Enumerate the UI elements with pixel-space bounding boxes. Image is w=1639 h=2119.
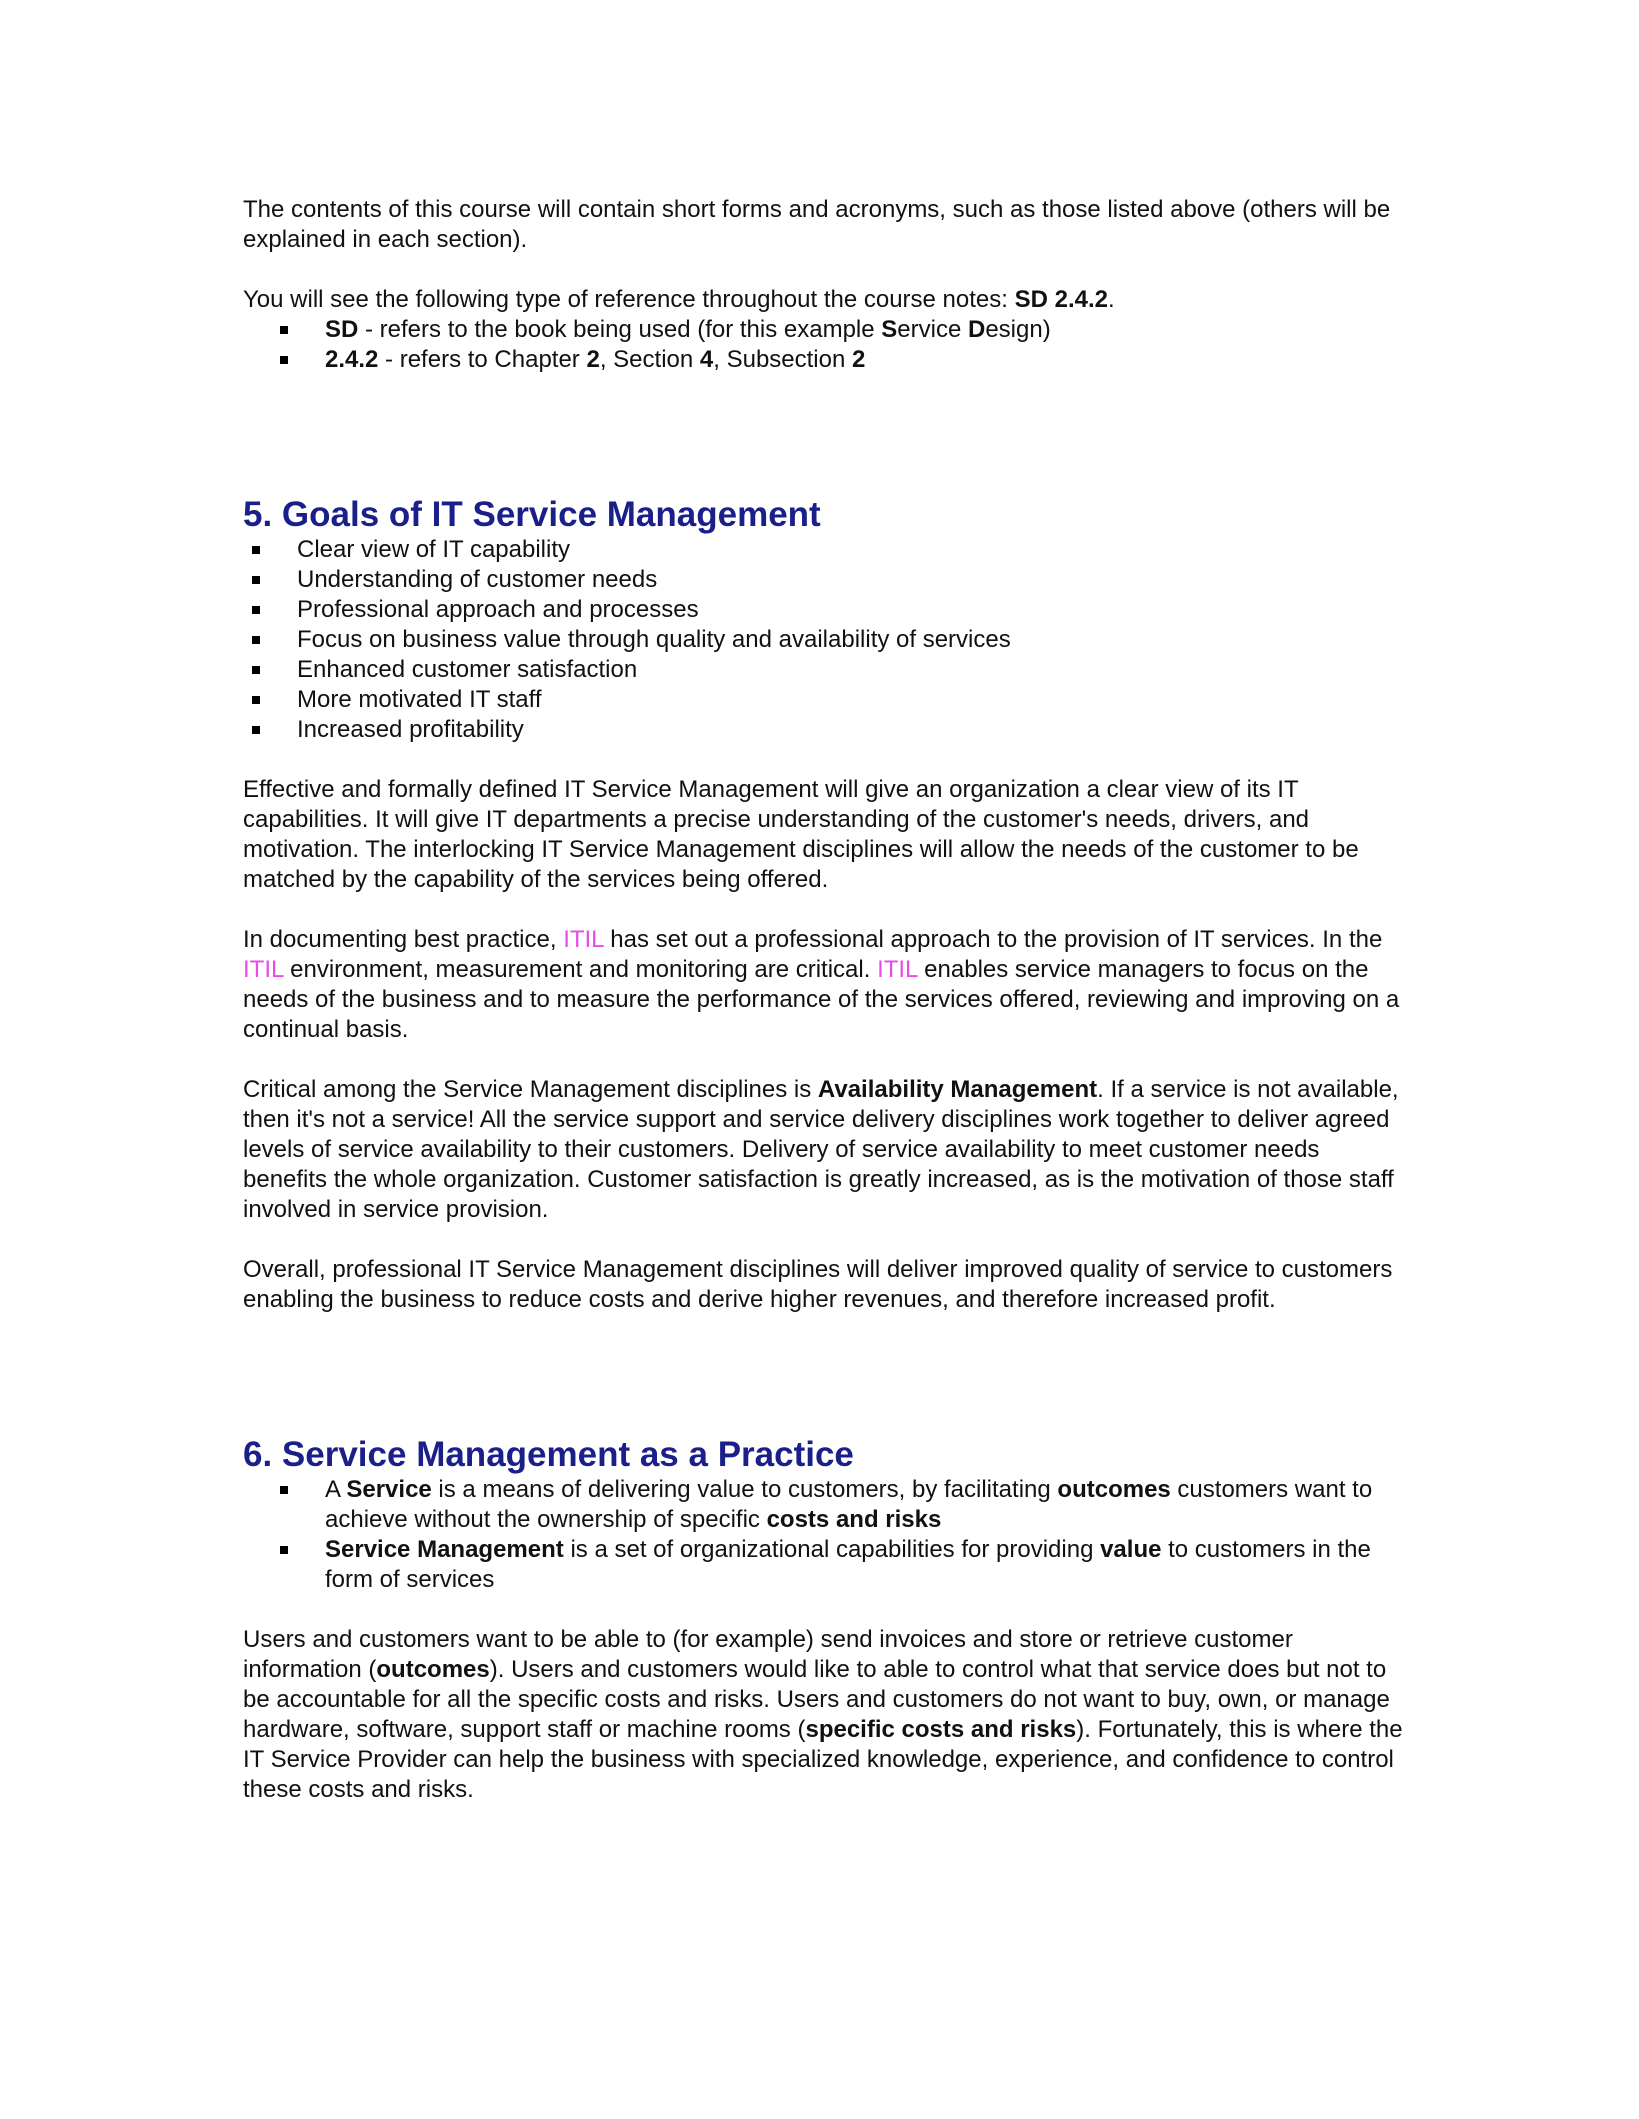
list-item xyxy=(243,315,1403,345)
itil-term: ITIL xyxy=(563,926,604,953)
list-item: Enhanced customer satisfaction xyxy=(243,655,1403,685)
list-item xyxy=(243,1535,1403,1595)
list-item xyxy=(243,345,1403,375)
section-5-paragraph-4: Overall, professional IT Service Management disciplines will deliver improved quality of service to customers enabling the business to reduce costs and derive higher revenues, and therefore increased profit. xyxy=(243,1256,1393,1313)
text-run: In documenting best practice, xyxy=(243,926,564,953)
ref-text: , Subsection xyxy=(713,346,852,373)
ref-text: - refers to Chapter xyxy=(378,346,587,373)
text-run: A xyxy=(325,1476,347,1503)
list-item: More motivated IT staff xyxy=(243,685,1403,715)
reference-list xyxy=(243,315,1403,375)
list-item: Professional approach and processes xyxy=(243,595,1403,625)
bold-term: specific costs and risks xyxy=(805,1716,1077,1743)
section-5-heading: 5. Goals of IT Service Management xyxy=(243,495,821,534)
list-item: Increased profitability xyxy=(243,715,1403,745)
itil-term: ITIL xyxy=(877,956,918,983)
text-run: ). Users and customers would like to able to control what that service does but not to be accountable for all the specific costs and risks. Users and customers do not want to buy, own, or manage hardware, software, support staff or machine rooms ( xyxy=(243,1656,1390,1743)
text-run: ). Fortunately, this is where the IT Service Provider can help the business with specialized knowledge, experience, and confidence to control these costs and risks. xyxy=(243,1716,1403,1803)
bold-term: Service xyxy=(346,1476,432,1503)
text-run: environment, measurement and monitoring are critical. xyxy=(283,956,878,983)
section-5-paragraph-3 xyxy=(243,1075,1403,1225)
list-item: Focus on business value through quality and availability of services xyxy=(243,625,1403,655)
list-item: Clear view of IT capability xyxy=(243,535,1403,565)
practice-list xyxy=(243,1475,1403,1595)
bold-term: Availability Management xyxy=(817,1076,1098,1103)
section-5-paragraph-2 xyxy=(243,925,1403,1045)
ref-letter-d: D xyxy=(967,316,986,343)
text-run: Critical among the Service Management disciplines is xyxy=(243,1076,818,1103)
intro-p2-end: . xyxy=(1108,286,1115,313)
text-run: customers want to achieve without the ownership of specific xyxy=(325,1476,1373,1533)
content-column xyxy=(243,195,1403,1805)
ref-number: 4 xyxy=(699,346,714,373)
goals-list xyxy=(243,535,1403,745)
intro-paragraph-2 xyxy=(243,285,1403,315)
ref-code: 2.4.2 xyxy=(325,346,379,373)
text-run: . If a service is not available, then it's not a service! All the service support and service delivery disciplines work together to deliver agreed levels of service availability to their customers. Delivery of service availability to meet customer needs benefits the whole organization. Customer satisfaction is greatly increased, as is the motivation of those staff involved in service provision. xyxy=(243,1076,1399,1223)
section-6-paragraph-1 xyxy=(243,1625,1403,1805)
text-run: has set out a professional approach to the provision of IT services. In the xyxy=(603,926,1383,953)
ref-text: ervice xyxy=(897,316,968,343)
bold-term: outcomes xyxy=(376,1656,490,1683)
text-run: enables service managers to focus on the needs of the business and to measure the performance of the services offered, reviewing and improving on a continual basis. xyxy=(243,956,1400,1043)
intro-paragraph-1: The contents of this course will contain short forms and acronyms, such as those listed above (others will be explained in each section). xyxy=(243,196,1391,253)
section-5-paragraph-1: Effective and formally defined IT Service Management will give an organization a clear view of its IT capabilities. It will give IT departments a precise understanding of the customer's needs, drivers, and motivation. The interlocking IT Service Management disciplines will allow the needs of the customer to be matched by the capability of the services being offered. xyxy=(243,776,1359,893)
text-run: to customers in the form of services xyxy=(325,1536,1371,1593)
itil-term: ITIL xyxy=(243,956,284,983)
section-6-heading: 6. Service Management as a Practice xyxy=(243,1435,854,1474)
bold-term: Service Management xyxy=(325,1536,564,1563)
bold-term: costs and risks xyxy=(766,1506,942,1533)
intro-p2-ref: SD 2.4.2 xyxy=(1014,286,1108,313)
text-run: is a set of organizational capabilities for providing xyxy=(563,1536,1101,1563)
ref-number: 2 xyxy=(852,346,866,373)
list-item xyxy=(243,1475,1403,1535)
text-run: is a means of delivering value to customers, by facilitating xyxy=(431,1476,1058,1503)
ref-text: , Section xyxy=(599,346,700,373)
ref-number: 2 xyxy=(586,346,600,373)
bold-term: value xyxy=(1100,1536,1162,1563)
bold-term: outcomes xyxy=(1057,1476,1171,1503)
text-run: Users and customers want to be able to (for example) send invoices and store or retrieve customer information ( xyxy=(243,1626,1293,1683)
list-item: Understanding of customer needs xyxy=(243,565,1403,595)
intro-p2-text: You will see the following type of reference throughout the course notes: xyxy=(243,286,1015,313)
ref-letter-s: S xyxy=(881,316,898,343)
ref-text: - refers to the book being used (for this example xyxy=(358,316,882,343)
ref-text: esign) xyxy=(985,316,1051,343)
ref-code: SD xyxy=(325,316,359,343)
